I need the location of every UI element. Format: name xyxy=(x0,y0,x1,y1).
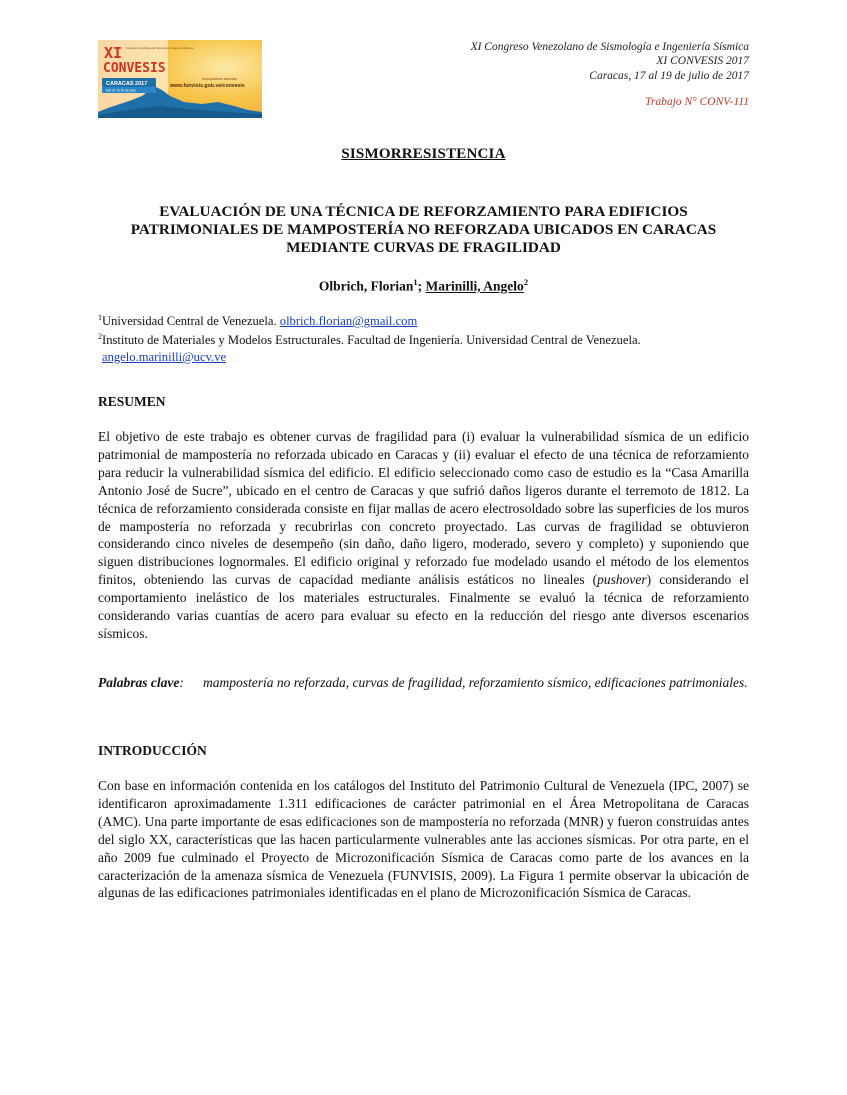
paper-id: Trabajo N° CONV-111 xyxy=(645,96,749,109)
author-separator: ; xyxy=(417,278,426,294)
logo-tagline: Congreso Venezolano de Sismología e Ingeniería Sísmica xyxy=(126,47,194,50)
author-2-sup: 2 xyxy=(523,277,529,287)
email-link-1[interactable]: olbrich.florian@gmail.com xyxy=(279,314,418,329)
abstract-text-italic: pushover xyxy=(597,572,647,588)
title-line-1: EVALUACIÓN DE UNA TÉCNICA DE REFORZAMIENTO PARA EDIFICIOS xyxy=(159,203,688,220)
author-2: Marinilli, Angelo xyxy=(425,278,524,294)
email-link-2[interactable]: angelo.marinilli@ucv.ve xyxy=(102,349,227,364)
abstract-text-b: ) considerando el comportamiento inelástico de los materiales estructurales. Finalmente se evaluó la técnica de reforzamiento considerando varias cuantías de acero para evaluar su efecto en la reducción del riesgo ante diversos escenarios sísmicos. xyxy=(98,572,749,641)
logo-url: www.funvisis.gob.ve/convesis xyxy=(170,83,245,89)
header-location-dates: Caracas, 17 al 19 de julio de 2017 xyxy=(589,69,749,82)
logo-inscripciones: Inscripciones abiertas xyxy=(202,77,237,81)
author-1: Olbrich, Florian xyxy=(318,278,414,294)
keywords-label: Palabras clave xyxy=(98,675,180,690)
abstract-text-a: El objetivo de este trabajo es obtener curvas de fragilidad para (i) evaluar la vulnerabilidad sísmica de un edificio patrimonial de mampostería no reforzada ubicado en Caracas y (ii) evaluar el efecto de una técnica de reforzamiento para reducir la vulnerabilidad sísmica del edificio. El edificio seleccionado como caso de estudio es la “Casa Amarilla Antonio José de Sucre”, ubicado en el centro de Caracas y que sufrió daños ligeros durante el terremoto de 1812. La técnica de reforzamiento considerada consiste en fijar mallas de acero electrosoldado sobre las superficies de los muros de mampostería no reforzada y recubrirlas con concreto proyectado. Las curvas de fragilidad se obtuvieron considerando cinco niveles de desempeño (sin daño, daño ligero, moderado, severo y completo) y suponiendo que siguen distribuciones lognormales. El edificio original y reforzado fue modelado usando el método de los elementos finitos, obteniendo las curvas de capacidad mediante análisis estáticos no lineales ( xyxy=(98,429,749,588)
logo-dates-badge: Del 17 al 19 de julio xyxy=(106,88,136,93)
affiliation-1 xyxy=(98,310,749,329)
header-conference-short: XI CONVESIS 2017 xyxy=(656,55,749,68)
affiliation-2-sup: 2 xyxy=(98,332,102,342)
affiliation-1-text: Universidad Central de Venezuela. xyxy=(102,314,280,329)
conference-logo xyxy=(98,40,262,118)
paper-title xyxy=(98,203,749,258)
abstract-paragraph xyxy=(98,428,749,643)
logo-roman: XI xyxy=(104,44,123,62)
affiliation-1-sup: 1 xyxy=(98,313,102,322)
section-heading-introduccion: INTRODUCCIÓN xyxy=(98,743,207,758)
header-conference-name: XI Congreso Venezolano de Sismología e Ingeniería Sísmica xyxy=(470,41,749,53)
running-header xyxy=(471,40,749,110)
section-heading-resumen: RESUMEN xyxy=(98,394,166,409)
logo-city-badge: CARACAS 2017 xyxy=(106,81,148,87)
author-list xyxy=(98,277,749,295)
keywords-label-wrap xyxy=(98,674,184,692)
convesis-logo-graphic xyxy=(98,40,262,118)
keywords-text: mampostería no reforzada, curvas de fragilidad, reforzamiento sísmico, edificaciones patrimoniales. xyxy=(203,675,748,690)
affiliations xyxy=(98,310,749,365)
keywords-colon: : xyxy=(179,675,184,690)
logo-name: CONVESIS xyxy=(103,61,166,76)
section-tag: SISMORRESISTENCIA xyxy=(341,146,506,162)
affiliation-2-text: Instituto de Materiales y Modelos Estructurales. Facultad de Ingeniería. Universidad Central de Venezuela. xyxy=(102,333,641,348)
affiliation-2-email-line xyxy=(98,349,749,365)
title-line-2: PATRIMONIALES DE MAMPOSTERÍA NO REFORZADA UBICADOS EN CARACAS xyxy=(130,221,717,239)
affiliation-2 xyxy=(98,329,749,348)
author-1-sup: 1 xyxy=(413,277,418,287)
intro-paragraph: Con base en información contenida en los catálogos del Instituto del Patrimonio Cultural de Venezuela (IPC, 2007) se identificaron aproximadamente 1.311 edificaciones de carácter patrimonial en el Área Metropolitana de Caracas (AMC). Una parte importante de esas edificaciones son de mampostería no reforzada (MNR) y fueron construidas antes del siglo XX, características que las hacen particularmente vulnerables ante las acciones sísmicas. Por otra parte, en el año 2009 fue culminado el Proyecto de Microzonificación Sísmica de Caracas como parte de los avances en la caracterización de la amenaza sísmica de Venezuela (FUNVISIS, 2009). La Figura 1 permite observar la ubicación de algunas de las edificaciones patrimoniales identificadas en el plano de Microzonificación Sísmica de Caracas. xyxy=(98,778,749,901)
title-line-3: MEDIANTE CURVAS DE FRAGILIDAD xyxy=(286,239,561,257)
